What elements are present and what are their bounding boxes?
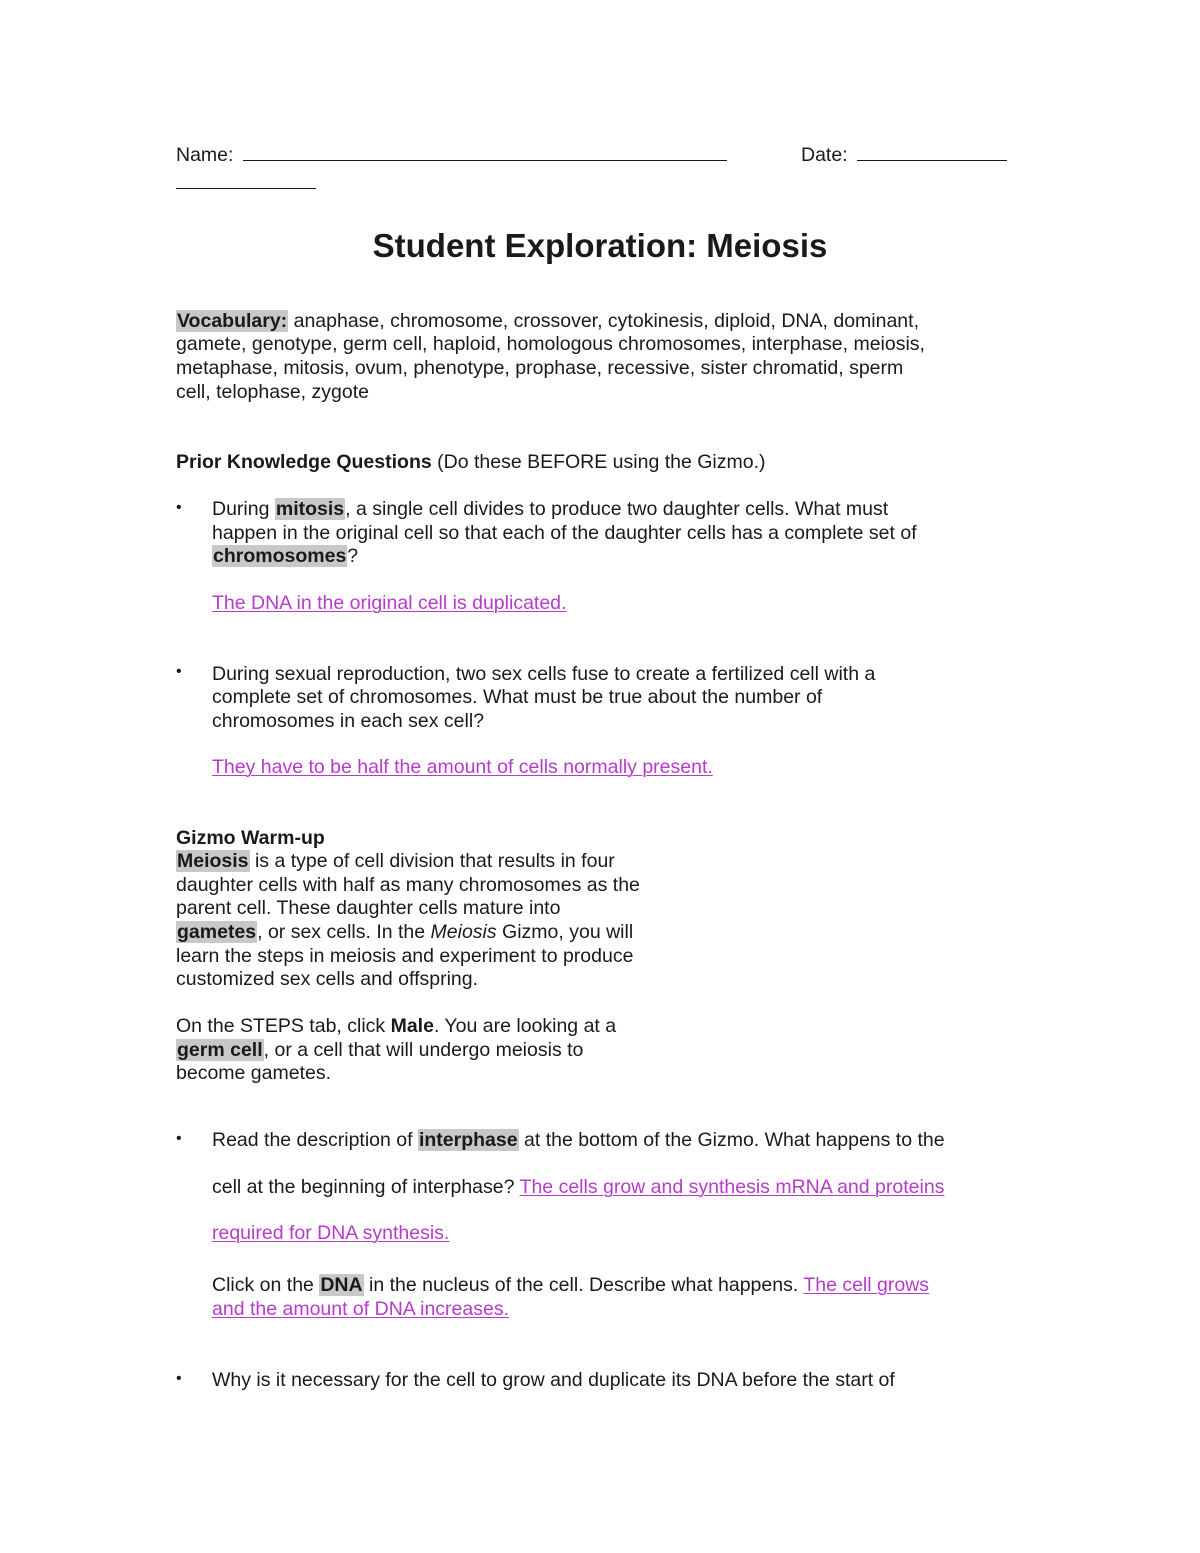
vocabulary-label: Vocabulary: — [177, 310, 288, 332]
vocabulary-line-1 — [176, 310, 919, 334]
q4-line-1: Why is it necessary for the cell to grow and duplicate its DNA before the start of — [212, 1369, 895, 1391]
warmup-p2-line-3: become gametes. — [176, 1062, 332, 1084]
q3-text-c: cell at the beginning of interphase? — [212, 1176, 520, 1198]
warmup-p1-text-4a: , or sex cells. In the — [257, 921, 431, 943]
warmup-p2-text-2: , or a cell that will undergo meiosis to — [263, 1039, 584, 1061]
warmup-p1-line-4 — [176, 921, 633, 945]
bullet-icon: • — [176, 1130, 182, 1147]
prior-knowledge-note: (Do these BEFORE using the Gizmo.) — [431, 451, 766, 473]
bullet-icon: • — [176, 499, 182, 516]
prior-knowledge-title: Prior Knowledge Questions — [176, 451, 432, 473]
term-dna: DNA — [320, 1274, 363, 1296]
warmup-p2-line-2 — [176, 1039, 583, 1063]
warmup-p2-text-1b: . You are looking at a — [433, 1015, 617, 1037]
warmup-p1-line-5: learn the steps in meiosis and experiment to produce — [176, 945, 634, 967]
gizmo-name-italic: Meiosis — [430, 921, 497, 943]
warmup-p1-text-1: is a type of cell division that results in four — [249, 850, 615, 872]
q3-line-2 — [212, 1176, 944, 1200]
q1-answer[interactable]: The DNA in the original cell is duplicated. — [212, 592, 567, 614]
q3-text-a: Read the description of — [212, 1129, 418, 1151]
date-blank-continued[interactable] — [176, 172, 316, 189]
warmup-p1-line-6: customized sex cells and offspring. — [176, 968, 479, 990]
q3-sub-answer-2[interactable]: and the amount of DNA increases. — [212, 1298, 510, 1320]
q1-text-b: , a single cell divides to produce two daughter cells. What must — [345, 498, 889, 520]
name-label: Name: — [176, 144, 234, 166]
warmup-p1-line-1 — [176, 850, 615, 874]
term-meiosis: Meiosis — [177, 850, 249, 872]
q1-text-a: During — [212, 498, 275, 520]
q3-line-1 — [212, 1129, 945, 1153]
q3-answer-part-1[interactable]: The cells grow and synthesis mRNA and proteins — [519, 1176, 945, 1198]
term-mitosis: mitosis — [275, 498, 345, 520]
warmup-p1-line-2: daughter cells with half as many chromosomes as the — [176, 874, 640, 896]
prior-knowledge-heading — [176, 451, 766, 475]
date-line — [801, 142, 1007, 168]
term-chromosomes: chromosomes — [213, 545, 347, 567]
name-blank[interactable] — [243, 142, 727, 161]
vocabulary-line-3: metaphase, mitosis, ovum, phenotype, prophase, recessive, sister chromatid, sperm — [176, 357, 904, 379]
vocabulary-text-1: anaphase, chromosome, crossover, cytokinesis, diploid, DNA, dominant, — [288, 310, 919, 332]
bullet-icon: • — [176, 663, 182, 680]
q1-line-2: happen in the original cell so that each of the daughter cells has a complete set of — [212, 522, 917, 544]
warmup-p1-text-4b: Gizmo, you will — [496, 921, 634, 943]
term-gametes: gametes — [177, 921, 257, 943]
q3-answer-part-2[interactable]: required for DNA synthesis. — [212, 1222, 450, 1244]
warmup-p2-text-1a: On the STEPS tab, click — [176, 1015, 391, 1037]
vocabulary-line-2: gamete, genotype, germ cell, haploid, homologous chromosomes, interphase, meiosis, — [176, 333, 925, 355]
name-line — [176, 142, 727, 168]
date-label: Date: — [801, 144, 848, 166]
q2-line-3: chromosomes in each sex cell? — [212, 710, 485, 732]
q3-sub-text-b: in the nucleus of the cell. Describe what happens. — [363, 1274, 804, 1296]
vocabulary-line-4: cell, telophase, zygote — [176, 381, 369, 403]
q3-text-b: at the bottom of the Gizmo. What happens to the — [518, 1129, 945, 1151]
q2-answer[interactable]: They have to be half the amount of cells normally present. — [212, 756, 713, 778]
q2-line-1: During sexual reproduction, two sex cells fuse to create a fertilized cell with a — [212, 663, 876, 685]
term-germ-cell: germ cell — [177, 1039, 263, 1061]
male-button-label: Male — [390, 1015, 434, 1037]
q3-sub-line-1 — [212, 1274, 929, 1298]
q1-line-1 — [212, 498, 888, 522]
q2-line-2: complete set of chromosomes. What must be true about the number of — [212, 686, 823, 708]
q1-line-3 — [212, 545, 358, 569]
q3-sub-text-a: Click on the — [212, 1274, 320, 1296]
q1-text-c: ? — [347, 545, 359, 567]
warmup-p2-line-1 — [176, 1015, 616, 1039]
bullet-icon: • — [176, 1370, 182, 1387]
date-blank[interactable] — [857, 142, 1007, 161]
page-title: Student Exploration: Meiosis — [372, 227, 828, 264]
term-interphase: interphase — [418, 1129, 518, 1151]
warmup-p1-line-3: parent cell. These daughter cells mature into — [176, 897, 561, 919]
warmup-heading: Gizmo Warm-up — [176, 827, 325, 849]
q3-sub-answer-1[interactable]: The cell grows — [803, 1274, 930, 1296]
